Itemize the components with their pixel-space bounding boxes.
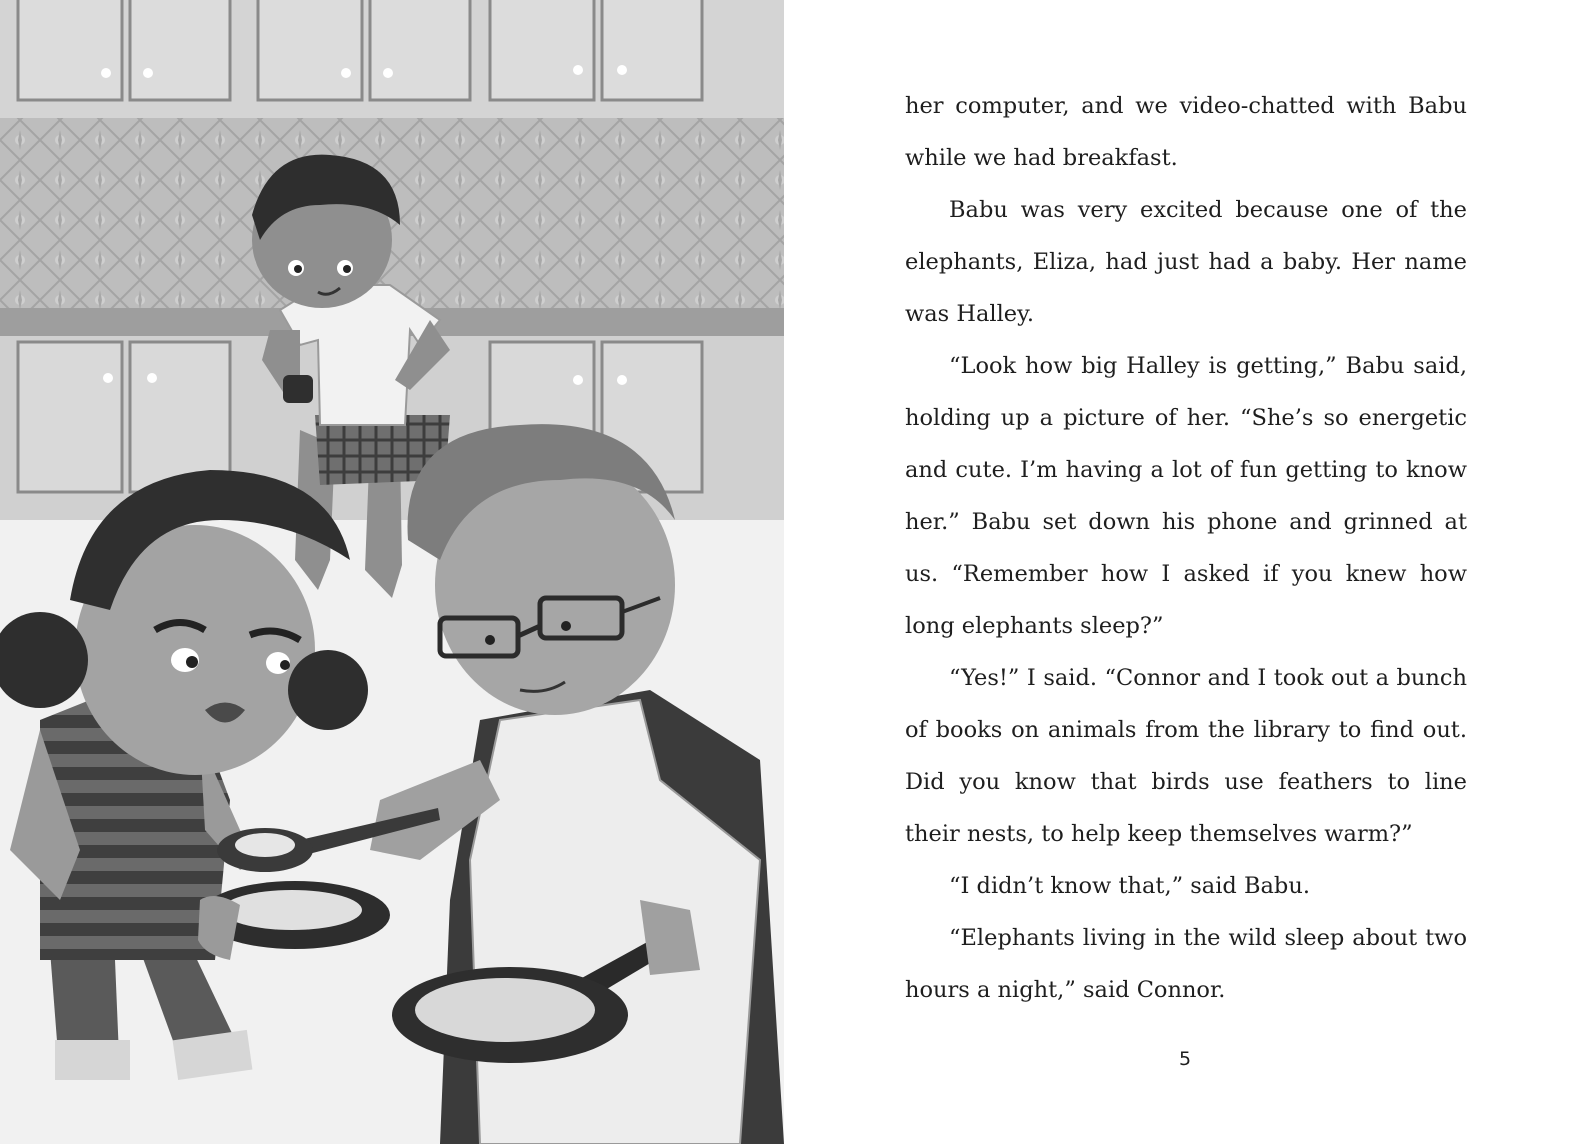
paragraph: “Yes!” I said. “Connor and I took out a bunch of books on animals from the library to find out. Did you know that birds use feathers to line their nests, to help keep themselves warm?”	[905, 665, 1467, 847]
paragraph: “I didn’t know that,” said Babu.	[949, 873, 1310, 899]
paragraph: her computer, and we video-chatted with Babu while we had breakfast.	[905, 93, 1467, 171]
kitchen-illustration	[0, 0, 784, 1144]
paragraph: Babu was very excited because one of the elephants, Eliza, had just had a baby. Her name was Halley.	[905, 197, 1467, 327]
page-number: 5	[1178, 1048, 1192, 1070]
paragraph: “Look how big Halley is getting,” Babu said, holding up a picture of her. “She’s so energetic and cute. I’m having a lot of fun getting to know her.” Babu set down his phone and grinned at us. “Remember how I asked if you knew how long elephants sleep?”	[905, 353, 1467, 639]
paragraph: “Elephants living in the wild sleep about two hours a night,” said Connor.	[905, 925, 1467, 1003]
upper-cabinets	[0, 0, 784, 118]
text-page	[905, 80, 1467, 1016]
